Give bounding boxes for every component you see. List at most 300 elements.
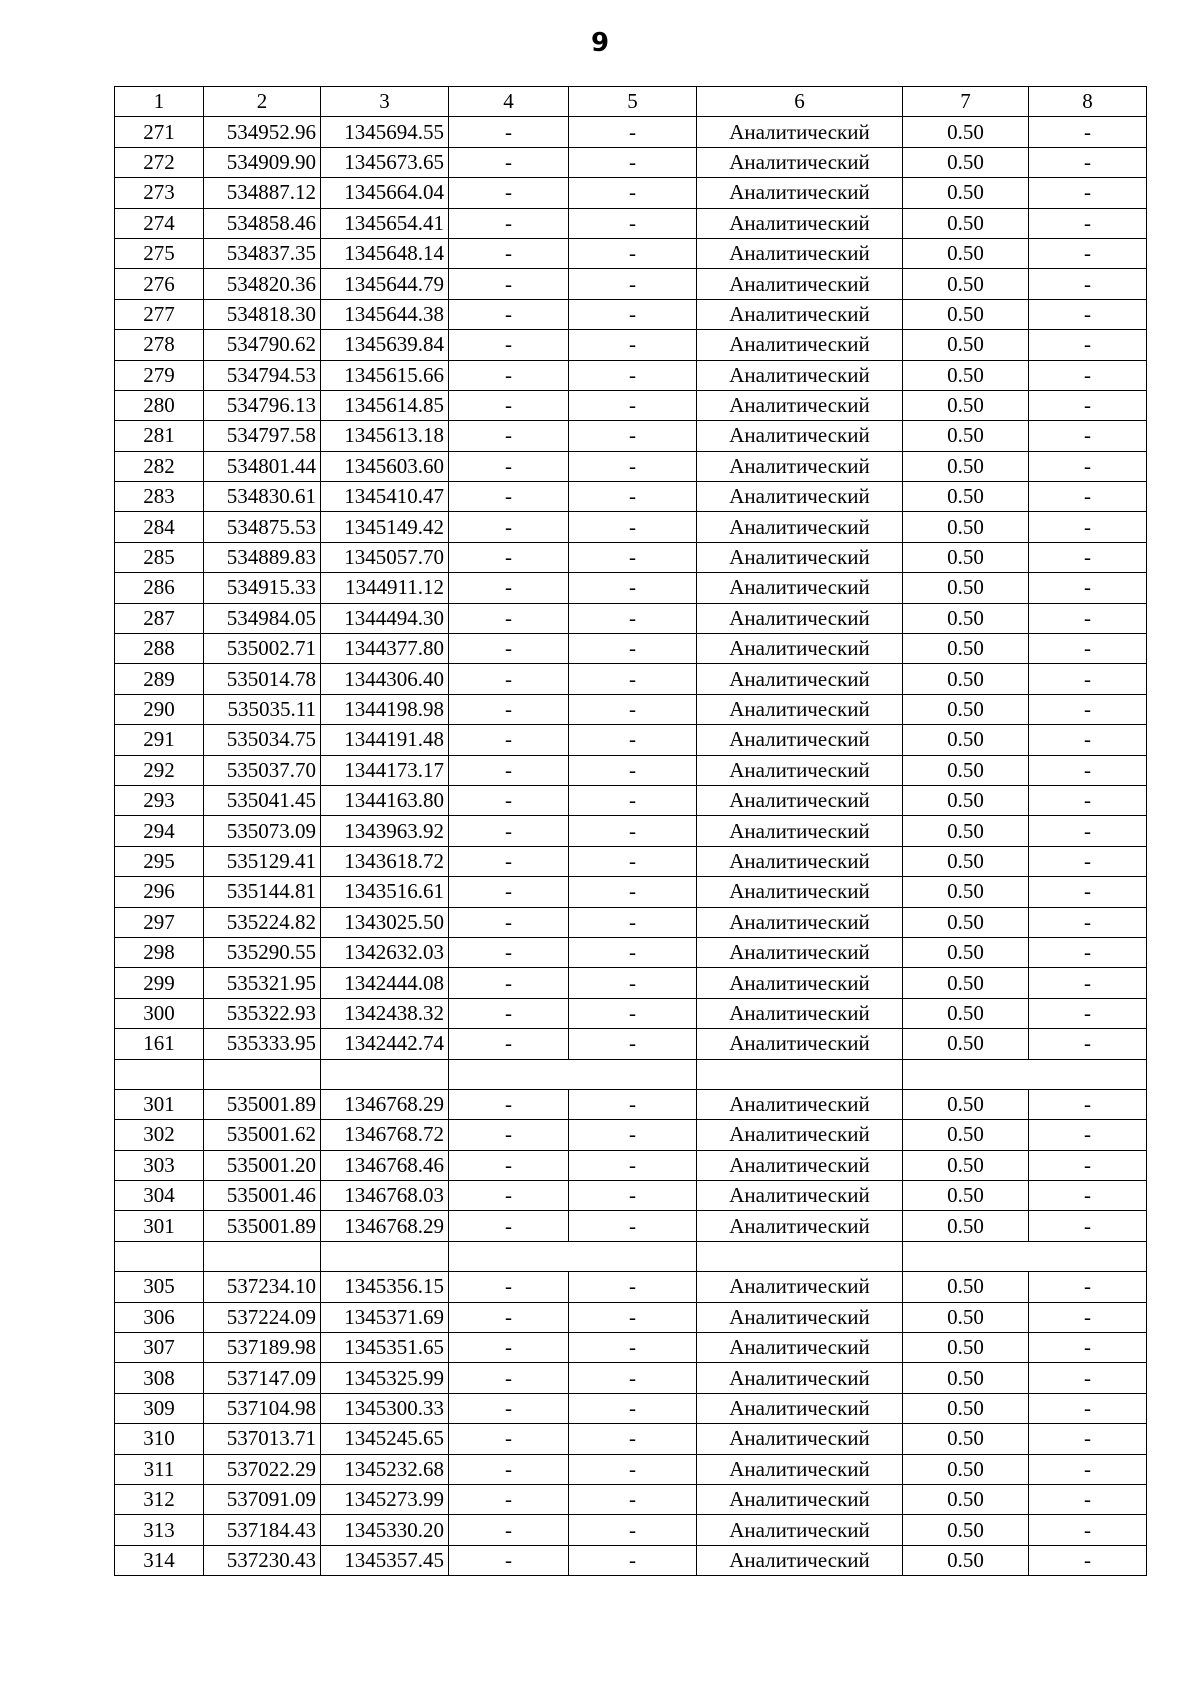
table-cell: - xyxy=(1029,147,1147,177)
table-row xyxy=(115,542,1147,572)
table-cell: 535035.11 xyxy=(204,694,321,724)
table-row xyxy=(115,1029,1147,1059)
table-row xyxy=(115,846,1147,876)
table-row xyxy=(115,482,1147,512)
table-cell: 0.50 xyxy=(903,390,1029,420)
table-cell: 1345644.79 xyxy=(321,269,449,299)
table-cell: - xyxy=(1029,1515,1147,1545)
table-cell: - xyxy=(569,1515,697,1545)
table-cell: Аналитический xyxy=(697,1272,903,1302)
table-cell: 295 xyxy=(115,846,204,876)
table-cell: 534889.83 xyxy=(204,542,321,572)
table-row xyxy=(115,785,1147,815)
table-cell: 271 xyxy=(115,117,204,147)
table-cell: - xyxy=(449,1393,569,1423)
column-header: 7 xyxy=(903,87,1029,117)
table-cell: - xyxy=(1029,1029,1147,1059)
table-cell: Аналитический xyxy=(697,1484,903,1514)
table-cell: 0.50 xyxy=(903,238,1029,268)
table-cell: Аналитический xyxy=(697,1393,903,1423)
table-cell: Аналитический xyxy=(697,664,903,694)
table-cell: - xyxy=(569,269,697,299)
table-cell: Аналитический xyxy=(697,1150,903,1180)
column-header: 8 xyxy=(1029,87,1147,117)
table-cell: - xyxy=(569,238,697,268)
table-cell: - xyxy=(449,512,569,542)
table-cell: Аналитический xyxy=(697,1211,903,1241)
table-cell: Аналитический xyxy=(697,1515,903,1545)
table-cell: 1343618.72 xyxy=(321,846,449,876)
table-row xyxy=(115,1211,1147,1241)
table-cell: Аналитический xyxy=(697,1120,903,1150)
empty-cell xyxy=(204,1241,321,1271)
table-cell: 534790.62 xyxy=(204,330,321,360)
table-cell: Аналитический xyxy=(697,937,903,967)
table-cell: 534858.46 xyxy=(204,208,321,238)
table-cell: - xyxy=(449,877,569,907)
table-cell: Аналитический xyxy=(697,178,903,208)
table-row xyxy=(115,907,1147,937)
table-cell: - xyxy=(449,1089,569,1119)
table-cell: - xyxy=(449,421,569,451)
table-cell: - xyxy=(569,1363,697,1393)
table-cell: 0.50 xyxy=(903,664,1029,694)
table-cell: 272 xyxy=(115,147,204,177)
table-cell: - xyxy=(449,634,569,664)
table-cell: - xyxy=(569,1029,697,1059)
table-cell: Аналитический xyxy=(697,238,903,268)
table-cell: - xyxy=(449,816,569,846)
table-row xyxy=(115,1333,1147,1363)
table-cell: - xyxy=(569,1089,697,1119)
table-cell: 1343516.61 xyxy=(321,877,449,907)
table-cell: - xyxy=(1029,421,1147,451)
column-header: 2 xyxy=(204,87,321,117)
table-cell: - xyxy=(449,998,569,1028)
table-cell: - xyxy=(1029,846,1147,876)
table-cell: 300 xyxy=(115,998,204,1028)
table-cell: - xyxy=(1029,1363,1147,1393)
table-cell: 0.50 xyxy=(903,846,1029,876)
table-cell: 273 xyxy=(115,178,204,208)
table-row xyxy=(115,1363,1147,1393)
table-cell: - xyxy=(1029,816,1147,846)
table-cell: 1345613.18 xyxy=(321,421,449,451)
table-cell: 1344494.30 xyxy=(321,603,449,633)
table-cell: 0.50 xyxy=(903,725,1029,755)
table-cell: - xyxy=(1029,1181,1147,1211)
table-cell: - xyxy=(569,512,697,542)
table-cell: - xyxy=(1029,664,1147,694)
table-cell: - xyxy=(569,1272,697,1302)
table-cell: 297 xyxy=(115,907,204,937)
table-row xyxy=(115,1484,1147,1514)
table-cell: - xyxy=(1029,299,1147,329)
table-cell: 0.50 xyxy=(903,998,1029,1028)
table-cell: Аналитический xyxy=(697,269,903,299)
table-cell: Аналитический xyxy=(697,299,903,329)
table-cell: 302 xyxy=(115,1120,204,1150)
table-cell: Аналитический xyxy=(697,1181,903,1211)
column-header: 3 xyxy=(321,87,449,117)
table-cell: 303 xyxy=(115,1150,204,1180)
table-cell: - xyxy=(1029,1454,1147,1484)
table-cell: 277 xyxy=(115,299,204,329)
table-cell: - xyxy=(569,390,697,420)
table-cell: Аналитический xyxy=(697,421,903,451)
table-row xyxy=(115,238,1147,268)
table-cell: - xyxy=(449,482,569,512)
table-cell: Аналитический xyxy=(697,907,903,937)
table-cell: 1346768.29 xyxy=(321,1089,449,1119)
table-row xyxy=(115,1302,1147,1332)
table-row xyxy=(115,360,1147,390)
table-cell: 1345356.15 xyxy=(321,1272,449,1302)
table-cell: - xyxy=(569,664,697,694)
table-row xyxy=(115,694,1147,724)
table-cell: 534820.36 xyxy=(204,269,321,299)
table-row xyxy=(115,634,1147,664)
empty-cell xyxy=(115,1241,204,1271)
separator-row xyxy=(115,1241,1147,1271)
table-cell: Аналитический xyxy=(697,542,903,572)
table-cell: 1344198.98 xyxy=(321,694,449,724)
table-cell: 313 xyxy=(115,1515,204,1545)
table-cell: 312 xyxy=(115,1484,204,1514)
table-cell: 0.50 xyxy=(903,1454,1029,1484)
table-cell: Аналитический xyxy=(697,968,903,998)
table-cell: Аналитический xyxy=(697,451,903,481)
table-cell: - xyxy=(449,178,569,208)
table-cell: 0.50 xyxy=(903,1302,1029,1332)
table-cell: 0.50 xyxy=(903,360,1029,390)
table-cell: 535001.89 xyxy=(204,1089,321,1119)
table-cell: - xyxy=(1029,1484,1147,1514)
table-cell: 535144.81 xyxy=(204,877,321,907)
table-cell: 534952.96 xyxy=(204,117,321,147)
table-cell: - xyxy=(569,360,697,390)
table-cell: - xyxy=(1029,390,1147,420)
table-row xyxy=(115,1150,1147,1180)
table-cell: 0.50 xyxy=(903,603,1029,633)
table-cell: 537230.43 xyxy=(204,1545,321,1575)
table-cell: - xyxy=(569,147,697,177)
table-cell: - xyxy=(569,968,697,998)
table-cell: - xyxy=(449,299,569,329)
table-cell: - xyxy=(449,1272,569,1302)
table-cell: 1346768.03 xyxy=(321,1181,449,1211)
table-cell: 0.50 xyxy=(903,1484,1029,1514)
table-cell: 535041.45 xyxy=(204,785,321,815)
table-cell: 0.50 xyxy=(903,937,1029,967)
table-row xyxy=(115,573,1147,603)
table-cell: - xyxy=(449,360,569,390)
table-cell: - xyxy=(1029,1120,1147,1150)
table-cell: 0.50 xyxy=(903,269,1029,299)
table-cell: 1344306.40 xyxy=(321,664,449,694)
table-row xyxy=(115,421,1147,451)
table-cell: 535224.82 xyxy=(204,907,321,937)
table-cell: - xyxy=(449,1545,569,1575)
table-cell: Аналитический xyxy=(697,725,903,755)
table-cell: 535322.93 xyxy=(204,998,321,1028)
table-cell: - xyxy=(569,634,697,664)
table-cell: 286 xyxy=(115,573,204,603)
table-cell: 292 xyxy=(115,755,204,785)
table-row xyxy=(115,1181,1147,1211)
table-cell: 1345325.99 xyxy=(321,1363,449,1393)
table-cell: 535290.55 xyxy=(204,937,321,967)
table-cell: - xyxy=(449,208,569,238)
table-cell: 1345351.65 xyxy=(321,1333,449,1363)
table-cell: 535002.71 xyxy=(204,634,321,664)
table-cell: - xyxy=(569,755,697,785)
table-cell: 534909.90 xyxy=(204,147,321,177)
table-cell: - xyxy=(449,1363,569,1393)
table-cell: Аналитический xyxy=(697,785,903,815)
table-row xyxy=(115,755,1147,785)
table-cell: 1345648.14 xyxy=(321,238,449,268)
table-cell: 0.50 xyxy=(903,1424,1029,1454)
table-cell: - xyxy=(449,725,569,755)
table-cell: - xyxy=(1029,725,1147,755)
table-cell: - xyxy=(569,725,697,755)
table-cell: 294 xyxy=(115,816,204,846)
table-cell: 314 xyxy=(115,1545,204,1575)
table-cell: 299 xyxy=(115,968,204,998)
table-cell: - xyxy=(569,1333,697,1363)
table-cell: - xyxy=(569,1181,697,1211)
table-cell: 1345149.42 xyxy=(321,512,449,542)
table-cell: Аналитический xyxy=(697,998,903,1028)
table-cell: - xyxy=(569,1393,697,1423)
table-cell: - xyxy=(449,1484,569,1514)
table-cell: 537091.09 xyxy=(204,1484,321,1514)
table-cell: Аналитический xyxy=(697,573,903,603)
table-row xyxy=(115,390,1147,420)
page-number: 9 xyxy=(590,28,610,58)
table-cell: 0.50 xyxy=(903,816,1029,846)
table-cell: - xyxy=(449,1302,569,1332)
table-cell: 535333.95 xyxy=(204,1029,321,1059)
table-cell: 276 xyxy=(115,269,204,299)
table-cell: 0.50 xyxy=(903,1545,1029,1575)
table-cell: 535321.95 xyxy=(204,968,321,998)
table-cell: 0.50 xyxy=(903,178,1029,208)
table-cell: 301 xyxy=(115,1211,204,1241)
empty-cell xyxy=(321,1241,449,1271)
table-cell: - xyxy=(569,451,697,481)
table-cell: 1345232.68 xyxy=(321,1454,449,1484)
table-cell: 0.50 xyxy=(903,694,1029,724)
table-cell: - xyxy=(1029,482,1147,512)
table-cell: - xyxy=(569,937,697,967)
table-cell: 0.50 xyxy=(903,1272,1029,1302)
table-cell: 289 xyxy=(115,664,204,694)
table-cell: - xyxy=(569,178,697,208)
table-cell: Аналитический xyxy=(697,147,903,177)
table-cell: 0.50 xyxy=(903,785,1029,815)
table-cell: 1344191.48 xyxy=(321,725,449,755)
table-row xyxy=(115,1120,1147,1150)
table-cell: - xyxy=(449,603,569,633)
table-cell: 534984.05 xyxy=(204,603,321,633)
table-cell: 0.50 xyxy=(903,1029,1029,1059)
table-cell: - xyxy=(449,1211,569,1241)
table-cell: - xyxy=(1029,877,1147,907)
table-cell: - xyxy=(569,1120,697,1150)
table-row xyxy=(115,1424,1147,1454)
table-cell: 535001.89 xyxy=(204,1211,321,1241)
table-cell: Аналитический xyxy=(697,755,903,785)
table-cell: 283 xyxy=(115,482,204,512)
table-cell: - xyxy=(569,1150,697,1180)
table-cell: 1346768.29 xyxy=(321,1211,449,1241)
table-cell: - xyxy=(569,846,697,876)
table-cell: - xyxy=(1029,785,1147,815)
table-cell: 534818.30 xyxy=(204,299,321,329)
table-cell: Аналитический xyxy=(697,117,903,147)
table-cell: - xyxy=(1029,1272,1147,1302)
table-cell: 278 xyxy=(115,330,204,360)
table-cell: - xyxy=(1029,1424,1147,1454)
table-row xyxy=(115,330,1147,360)
table-cell: - xyxy=(1029,238,1147,268)
table-cell: 1345654.41 xyxy=(321,208,449,238)
table-cell: 161 xyxy=(115,1029,204,1059)
table-row xyxy=(115,208,1147,238)
table-cell: 1344173.17 xyxy=(321,755,449,785)
table-cell: 310 xyxy=(115,1424,204,1454)
table-row xyxy=(115,603,1147,633)
table-cell: 1345371.69 xyxy=(321,1302,449,1332)
table-cell: 535129.41 xyxy=(204,846,321,876)
table-cell: 307 xyxy=(115,1333,204,1363)
table-cell: 288 xyxy=(115,634,204,664)
table-cell: 1345673.65 xyxy=(321,147,449,177)
table-cell: 537104.98 xyxy=(204,1393,321,1423)
table-cell: 275 xyxy=(115,238,204,268)
table-cell: - xyxy=(569,1545,697,1575)
table-cell: 0.50 xyxy=(903,1181,1029,1211)
column-header: 4 xyxy=(449,87,569,117)
table-cell: 280 xyxy=(115,390,204,420)
empty-cell xyxy=(449,1059,697,1089)
table-row xyxy=(115,451,1147,481)
table-cell: 311 xyxy=(115,1454,204,1484)
table-cell: - xyxy=(1029,178,1147,208)
table-cell: 537022.29 xyxy=(204,1454,321,1484)
table-cell: 1345615.66 xyxy=(321,360,449,390)
table-cell: 0.50 xyxy=(903,542,1029,572)
table-cell: - xyxy=(449,1333,569,1363)
table-cell: Аналитический xyxy=(697,816,903,846)
table-cell: Аналитический xyxy=(697,1302,903,1332)
table-cell: - xyxy=(449,573,569,603)
table-cell: - xyxy=(1029,542,1147,572)
table-cell: 1344163.80 xyxy=(321,785,449,815)
table-cell: - xyxy=(449,1120,569,1150)
table-cell: 535001.46 xyxy=(204,1181,321,1211)
column-header: 5 xyxy=(569,87,697,117)
table-cell: 0.50 xyxy=(903,421,1029,451)
table-cell: - xyxy=(1029,208,1147,238)
table-cell: Аналитический xyxy=(697,877,903,907)
table-cell: Аналитический xyxy=(697,846,903,876)
table-cell: - xyxy=(569,694,697,724)
table-row xyxy=(115,1515,1147,1545)
table-cell: - xyxy=(449,694,569,724)
table-cell: 534796.13 xyxy=(204,390,321,420)
empty-cell xyxy=(697,1241,903,1271)
table-cell: 0.50 xyxy=(903,451,1029,481)
table-row xyxy=(115,725,1147,755)
table-cell: Аналитический xyxy=(697,1089,903,1119)
table-cell: 0.50 xyxy=(903,1150,1029,1180)
table-cell: - xyxy=(569,482,697,512)
table-cell: 0.50 xyxy=(903,755,1029,785)
table-cell: Аналитический xyxy=(697,1363,903,1393)
table-row xyxy=(115,816,1147,846)
table-cell: 0.50 xyxy=(903,512,1029,542)
table-cell: 537013.71 xyxy=(204,1424,321,1454)
table-cell: - xyxy=(449,451,569,481)
table-cell: 284 xyxy=(115,512,204,542)
table-row xyxy=(115,512,1147,542)
empty-cell xyxy=(204,1059,321,1089)
table-cell: 1346768.72 xyxy=(321,1120,449,1150)
table-cell: 0.50 xyxy=(903,208,1029,238)
table-cell: - xyxy=(1029,694,1147,724)
table-cell: - xyxy=(1029,512,1147,542)
table-cell: 308 xyxy=(115,1363,204,1393)
table-cell: 285 xyxy=(115,542,204,572)
table-cell: 1342444.08 xyxy=(321,968,449,998)
table-cell: - xyxy=(449,117,569,147)
table-cell: 0.50 xyxy=(903,299,1029,329)
table-cell: - xyxy=(569,785,697,815)
table-cell: 301 xyxy=(115,1089,204,1119)
table-cell: 1342438.32 xyxy=(321,998,449,1028)
table-cell: 537147.09 xyxy=(204,1363,321,1393)
table-cell: - xyxy=(1029,1150,1147,1180)
table-cell: - xyxy=(1029,634,1147,664)
table-body xyxy=(115,117,1147,1576)
table-cell: 0.50 xyxy=(903,877,1029,907)
table-row xyxy=(115,299,1147,329)
table-cell: Аналитический xyxy=(697,1029,903,1059)
table-cell: - xyxy=(569,1424,697,1454)
table-cell: 0.50 xyxy=(903,1363,1029,1393)
table-row xyxy=(115,117,1147,147)
table-cell: Аналитический xyxy=(697,360,903,390)
table-cell: - xyxy=(1029,573,1147,603)
table-cell: - xyxy=(449,937,569,967)
table-cell: 1343025.50 xyxy=(321,907,449,937)
table-cell: 290 xyxy=(115,694,204,724)
table-cell: 1346768.46 xyxy=(321,1150,449,1180)
table-cell: Аналитический xyxy=(697,482,903,512)
column-header: 1 xyxy=(115,87,204,117)
table-cell: 1345300.33 xyxy=(321,1393,449,1423)
table-row xyxy=(115,1393,1147,1423)
table-cell: - xyxy=(1029,117,1147,147)
table-cell: 304 xyxy=(115,1181,204,1211)
table-cell: 1345245.65 xyxy=(321,1424,449,1454)
table-cell: 0.50 xyxy=(903,573,1029,603)
table-cell: 1345614.85 xyxy=(321,390,449,420)
table-cell: Аналитический xyxy=(697,1454,903,1484)
